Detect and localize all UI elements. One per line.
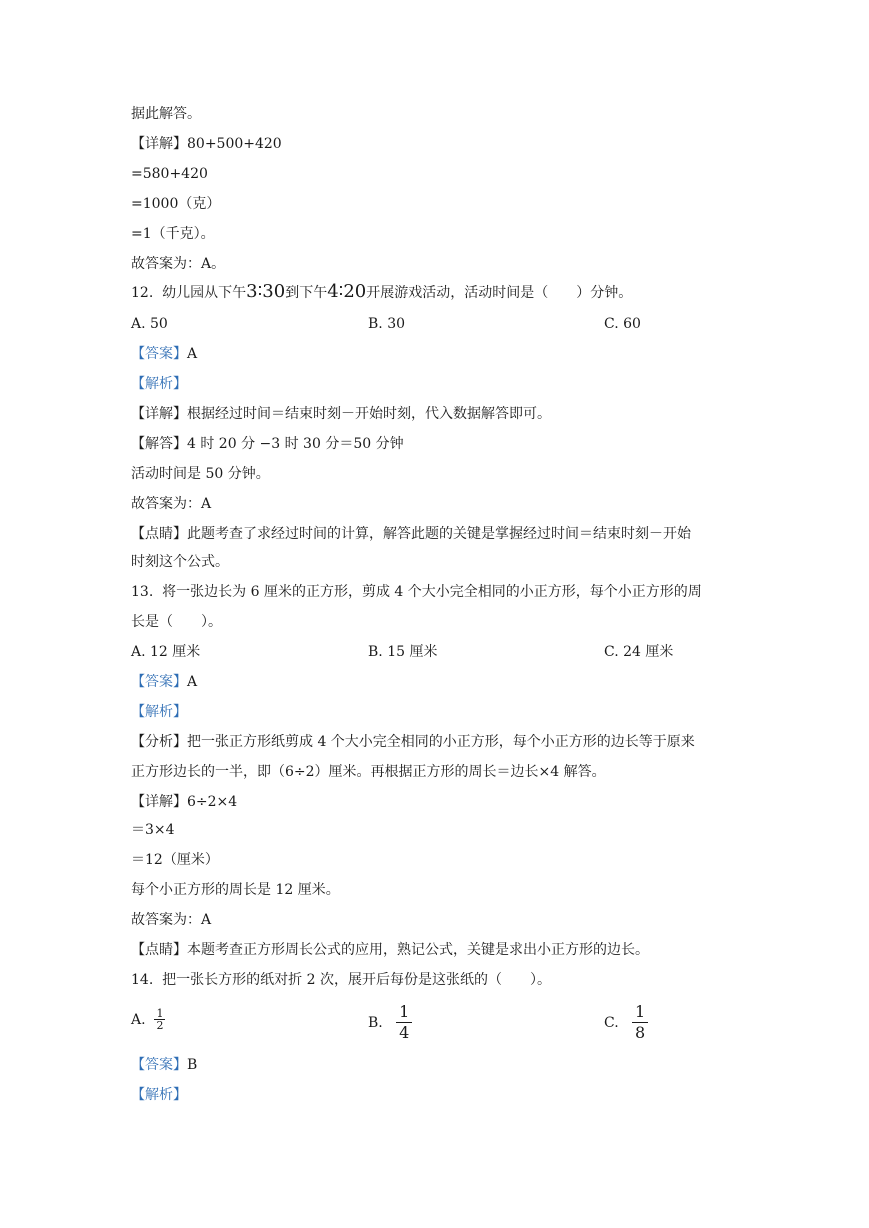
analysis-tag: 【解析】 [131,704,187,720]
q14-option-c: C. $\frac{1}{8}$ [604,1002,648,1043]
q14-option-b: B. $\frac{1}{4}$ [368,1002,412,1043]
q11-step-2: =1000（克） [131,196,221,212]
q13-stem: 13. 将一张边长为 6 厘米的正方形，剪成 4 个大小完全相同的小正方形，每个小正方形的周 [131,584,702,600]
q13-fenxi: 【分析】把一张正方形纸剪成 4 个大小完全相同的小正方形，每个小正方形的边长等于原来 [131,734,695,750]
q13-step-2: ＝12（厘米） [131,852,219,868]
q14-answer: 【答案】B [131,1057,198,1073]
q12-note: 【点睛】此题考查了求经过时间的计算，解答此题的关键是掌握经过时间＝结束时刻－开始 [131,526,691,542]
q12-note-cont: 时刻这个公式。 [131,554,229,570]
fraction-one-half: $\frac{1}{2}$ [156,1007,164,1032]
q11-detail: 【详解】80+500+420 [131,136,282,152]
q12-result: 活动时间是 50 分钟。 [131,466,270,482]
q13-result: 每个小正方形的周长是 12 厘米。 [131,882,340,898]
q12-analysis [131,374,187,394]
q12-answer: 【答案】A [131,346,198,362]
q11-step-1: =580+420 [131,166,208,182]
q12-option-a: A. 50 [131,316,168,332]
q12-stem: 12. 幼儿园从下午3∶30到下午4∶20开展游戏活动，活动时间是（ ）分钟。 [131,281,633,302]
q12-solve: 【解答】4 时 20 分 −3 时 30 分＝50 分钟 [131,436,404,452]
q13-option-b: B. 15 厘米 [368,644,438,660]
fraction-one-quarter: $\frac{1}{4}$ [396,1002,412,1043]
q13-answer-line: 故答案为：A [131,912,212,928]
q12-option-c: C. 60 [604,316,641,332]
q13-option-a: A. 12 厘米 [131,644,201,660]
q13-detail: 【详解】6÷2×4 [131,794,238,810]
time-end: 4∶20 [327,281,367,302]
time-start: 3∶30 [246,281,286,302]
answer-tag: 【答案】 [131,346,187,362]
q12-option-b: B. 30 [368,316,406,332]
answer-tag: 【答案】 [131,674,187,690]
q12-detail: 【详解】根据经过时间＝结束时刻－开始时刻，代入数据解答即可。 [131,406,551,422]
q13-stem-cont: 长是（ ）。 [131,614,222,630]
q13-option-c: C. 24 厘米 [604,644,674,660]
analysis-tag: 【解析】 [131,1087,187,1103]
q12-answer-line: 故答案为：A [131,496,212,512]
q14-analysis [131,1085,187,1105]
answer-tag: 【答案】 [131,1057,187,1073]
q13-note: 【点睛】本题考查正方形周长公式的应用，熟记公式，关键是求出小正方形的边长。 [131,942,649,958]
q13-analysis [131,702,187,722]
analysis-tag: 【解析】 [131,376,187,392]
q14-option-a: A. $\frac{1}{2}$ [131,1007,164,1032]
q13-fenxi-cont: 正方形边长的一半，即（6÷2）厘米。再根据正方形的周长＝边长×4 解答。 [131,764,606,780]
q14-stem: 14. 把一张长方形的纸对折 2 次，展开后每份是这张纸的（ ）。 [131,972,551,988]
detail-tag: 【详解】 [131,136,187,152]
q11-step-3: =1（千克）。 [131,226,215,242]
q13-answer: 【答案】A [131,674,198,690]
q11-conclusion: 据此解答。 [131,106,201,122]
q11-answer-line: 故答案为：A。 [131,256,226,272]
fraction-one-eighth: $\frac{1}{8}$ [632,1002,648,1043]
q13-step-1: ＝3×4 [131,822,175,838]
